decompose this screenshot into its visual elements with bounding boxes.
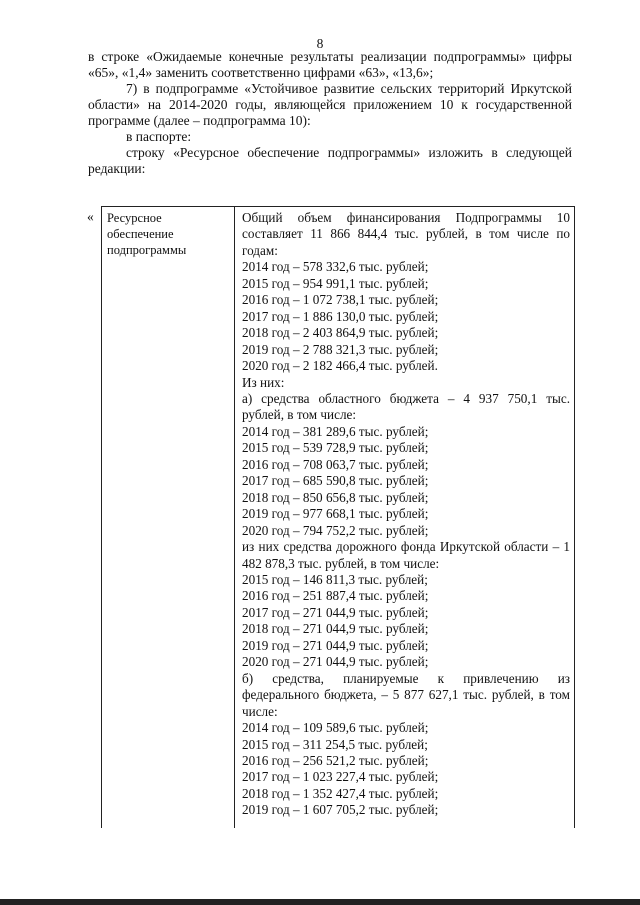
federal-year-line: 2015 год – 311 254,5 тыс. рублей; xyxy=(242,736,428,752)
intro-text xyxy=(88,49,572,177)
of-them-label: Из них: xyxy=(242,374,285,390)
page-number: 8 xyxy=(316,36,324,51)
scan-bottom-edge xyxy=(0,899,640,905)
regional-budget-intro: а) средства областного бюджета – 4 937 750,1 тыс. рублей, в том числе: xyxy=(242,390,570,423)
regional-year-line: 2019 год – 977 668,1 тыс. рублей; xyxy=(242,506,429,522)
federal-year-line: 2016 год – 256 521,2 тыс. рублей; xyxy=(242,752,429,768)
total-year-line: 2020 год – 2 182 466,4 тыс. рублей. xyxy=(242,358,438,374)
road-fund-year-line: 2015 год – 146 811,3 тыс. рублей; xyxy=(242,571,428,587)
federal-year-line: 2018 год – 1 352 427,4 тыс. рублей; xyxy=(242,785,439,801)
regional-year-line: 2017 год – 685 590,8 тыс. рублей; xyxy=(242,473,429,489)
total-year-line: 2017 год – 1 886 130,0 тыс. рублей; xyxy=(242,308,439,324)
federal-year-line: 2017 год – 1 023 227,4 тыс. рублей; xyxy=(242,769,439,785)
total-year-line: 2019 год – 2 788 321,3 тыс. рублей; xyxy=(242,341,439,357)
road-fund-intro: из них средства дорожного фонда Иркутской области – 1 482 878,3 тыс. рублей, в том числе: xyxy=(242,539,570,571)
regional-year-line: 2018 год – 850 656,8 тыс. рублей; xyxy=(242,489,429,505)
total-year-line: 2018 год – 2 403 864,9 тыс. рублей; xyxy=(242,325,439,341)
total-year-line: 2016 год – 1 072 738,1 тыс. рублей; xyxy=(242,292,439,308)
total-funding-intro: Общий объем финансирования Подпрограммы 10 составляет 11 866 844,4 тыс. рублей, в том числе по годам: xyxy=(242,210,570,258)
intro-paragraph-3: в паспорте: xyxy=(126,129,192,144)
regional-year-line: 2020 год – 794 752,2 тыс. рублей; xyxy=(242,522,429,538)
road-fund-year-line: 2018 год – 271 044,9 тыс. рублей; xyxy=(242,621,429,637)
road-fund-year-line: 2020 год – 271 044,9 тыс. рублей; xyxy=(242,654,429,670)
row-label-line: подпрограммы xyxy=(107,243,187,257)
intro-paragraph-2: 7) в подпрограмме «Устойчивое развитие сельских территорий Иркутской области» на 2014-2020 годы, являющейся приложением 10 к государственной программе (далее – подпрограмма 10): xyxy=(88,81,572,128)
regional-year-line: 2016 год – 708 063,7 тыс. рублей; xyxy=(242,456,429,472)
federal-year-line: 2019 год – 1 607 705,2 тыс. рублей; xyxy=(242,802,439,818)
intro-paragraph-4: строку «Ресурсное обеспечение подпрограммы» изложить в следующей редакции: xyxy=(88,145,572,176)
row-label-cell xyxy=(101,206,235,828)
federal-year-line: 2014 год – 109 589,6 тыс. рублей; xyxy=(242,720,429,736)
federal-budget-intro: б) средства, планируемые к привлечению из федерального бюджета, – 5 877 627,1 тыс. рублей, в том числе: xyxy=(242,670,570,719)
regional-year-line: 2014 год – 381 289,6 тыс. рублей; xyxy=(242,423,429,439)
row-label-line: обеспечение xyxy=(107,227,174,241)
road-fund-year-line: 2017 год – 271 044,9 тыс. рублей; xyxy=(242,604,429,620)
row-label-line: Ресурсное xyxy=(107,211,162,225)
intro-paragraph-1: в строке «Ожидаемые конечные результаты реализации подпрограммы» цифры «65», «1,4» заменить соответственно цифрами «63», «13,6»; xyxy=(88,49,572,80)
opening-quote-mark: « xyxy=(87,209,94,224)
road-fund-year-line: 2016 год – 251 887,4 тыс. рублей; xyxy=(242,588,429,604)
road-fund-year-line: 2019 год – 271 044,9 тыс. рублей; xyxy=(242,637,429,653)
regional-year-line: 2015 год – 539 728,9 тыс. рублей; xyxy=(242,440,429,456)
total-year-line: 2014 год – 578 332,6 тыс. рублей; xyxy=(242,259,429,275)
total-year-line: 2015 год – 954 991,1 тыс. рублей; xyxy=(242,275,429,291)
funding-content-cell xyxy=(235,206,575,828)
